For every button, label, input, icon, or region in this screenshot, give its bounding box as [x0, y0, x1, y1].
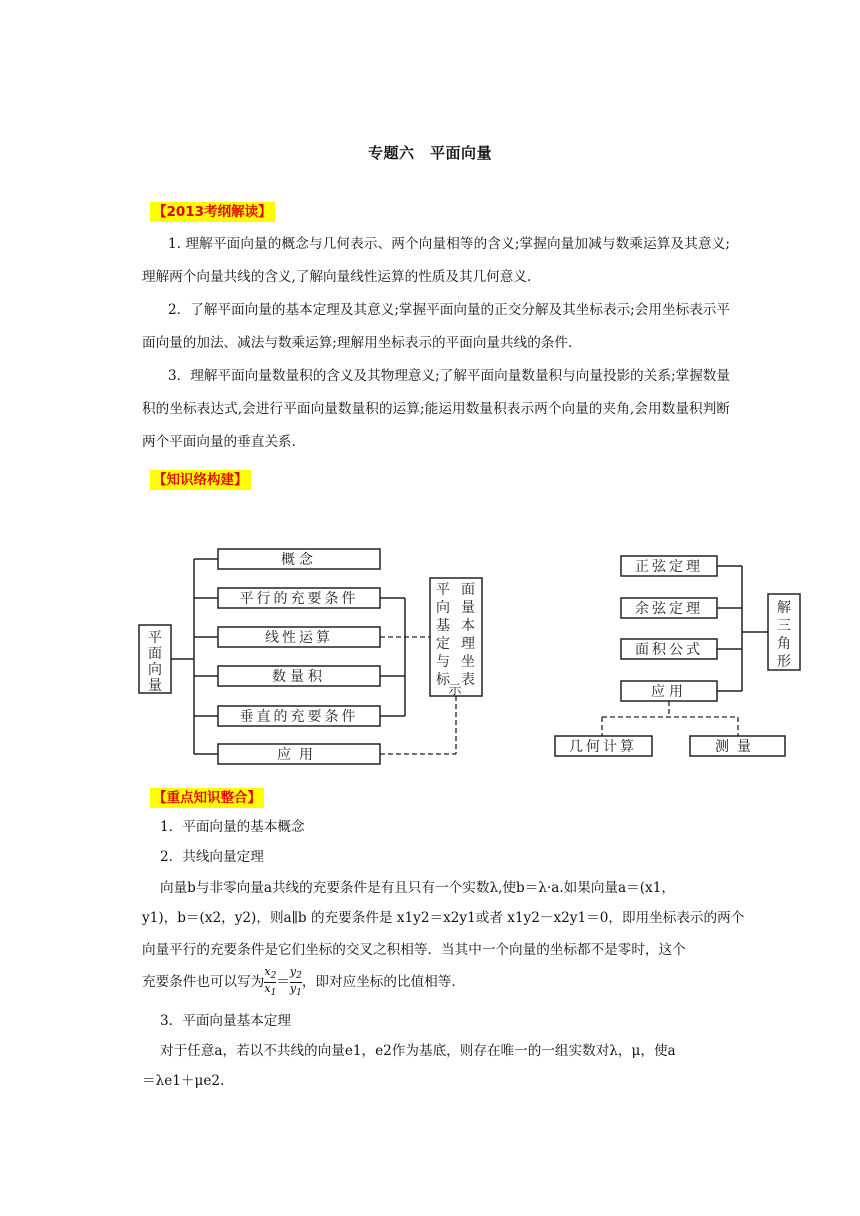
svg-text:角: 角 [777, 636, 791, 652]
basis-line-2: ＝λe1＋μe2. [142, 1073, 225, 1089]
node-label: 平行的充要条件 [239, 591, 359, 607]
collinear-line-4-pre: 充要条件也可以写为 [142, 974, 265, 991]
child-label: 测量 [715, 739, 759, 755]
svg-text:定: 定 [436, 636, 450, 652]
child-label: 几何计算 [569, 739, 637, 755]
svg-text:示: 示 [448, 683, 462, 698]
svg-text:向: 向 [436, 600, 450, 616]
node-label: 余弦定理 [635, 601, 703, 617]
svg-text:形: 形 [777, 654, 791, 670]
node-label: 应用 [277, 747, 321, 763]
node-label: 应用 [651, 684, 687, 700]
svg-text:坐: 坐 [461, 654, 475, 670]
page-title: 专题六 平面向量 [367, 144, 492, 162]
svg-text:理: 理 [461, 636, 475, 652]
svg-text:三: 三 [777, 618, 791, 634]
svg-text:与: 与 [436, 654, 450, 670]
collinear-line-2: y1)，b＝(x2，y2)，则a∥b 的充要条件是 x1y2＝x2y1或者 x1y2－x2y1＝0，即用坐标表示的两个 [142, 910, 745, 926]
node-label: 线性运算 [265, 630, 333, 646]
ratio-fraction-x: $\frac{x_2}{x_1}$ [264, 965, 277, 999]
outline-item-3: 3．理解平面向量数量积的含义及其物理意义;了解平面向量数量积与向量投影的关系;掌握数量积的坐标表达式,会进行平面向量数量积的运算;能运用数量积表示两个向量的夹角,会用数量积判断两个平面向量的垂直关系. [142, 368, 730, 450]
collinear-line-3: 向量平行的充要条件是它们坐标的交叉之积相等．当其中一个向量的坐标都不是零时，这个 [142, 942, 686, 958]
svg-text:本: 本 [461, 618, 475, 634]
heading-basis-theorem: 3．平面向量基本定理 [160, 1013, 291, 1029]
root-char-2: 面 [148, 646, 162, 662]
collinear-line-1: 向量b与非零向量a共线的充要条件是有且只有一个实数λ,使b＝λ·a.如果向量a＝(x1， [160, 880, 675, 896]
basis-line-1: 对于任意a，若以不共线的向量e1，e2作为基底，则存在唯一的一组实数对λ，μ，使a [160, 1043, 676, 1059]
svg-text:平: 平 [436, 582, 450, 598]
node-label: 概念 [281, 552, 317, 568]
section-tag-outline: 【2013考纲解读】 [150, 202, 275, 222]
heading-collinear-theorem: 2．共线向量定理 [160, 849, 264, 865]
root-char-1: 平 [148, 630, 162, 646]
outline-item-2: 2．了解平面向量的基本定理及其意义;掌握平面向量的正交分解及其坐标表示;会用坐标表示平面向量的加法、减法与数乘运算;理解用坐标表示的平面向量共线的条件. [142, 302, 730, 351]
svg-text:解: 解 [777, 600, 791, 616]
root-char-3: 向 [148, 662, 162, 678]
section-tag-structure: 【知识络构建】 [150, 470, 251, 490]
node-label: 面积公式 [635, 642, 703, 658]
svg-text:表: 表 [461, 672, 475, 688]
svg-text:标: 标 [436, 672, 450, 688]
svg-text:基: 基 [436, 618, 450, 634]
svg-text:量: 量 [461, 600, 475, 616]
node-label: 垂直的充要条件 [239, 709, 359, 725]
svg-text:面: 面 [461, 582, 475, 598]
collinear-line-4-post: ，即对应坐标的比值相等． [301, 974, 465, 991]
root-char-4: 量 [148, 678, 162, 694]
node-label: 正弦定理 [635, 559, 703, 575]
heading-basic-concept: 1．平面向量的基本概念 [160, 819, 305, 835]
ratio-fraction-y: $\frac{y_2}{y_1}$ [289, 965, 302, 999]
section-tag-key-points: 【重点知识整合】 [150, 788, 264, 808]
node-label: 数量积 [272, 669, 326, 685]
collinear-line-4: 充要条件也可以写为 $\frac{x_2}{x_1}$ ＝ $\frac{y_2}{y_1}$ ，即对应坐标的比值相等． [142, 965, 465, 999]
outline-item-1: 1. 理解平面向量的概念与几何表示、两个向量相等的含义;掌握向量加减与数乘运算及其意义;理解两个向量共线的含义,了解向量线性运算的性质及其几何意义. [142, 236, 730, 285]
